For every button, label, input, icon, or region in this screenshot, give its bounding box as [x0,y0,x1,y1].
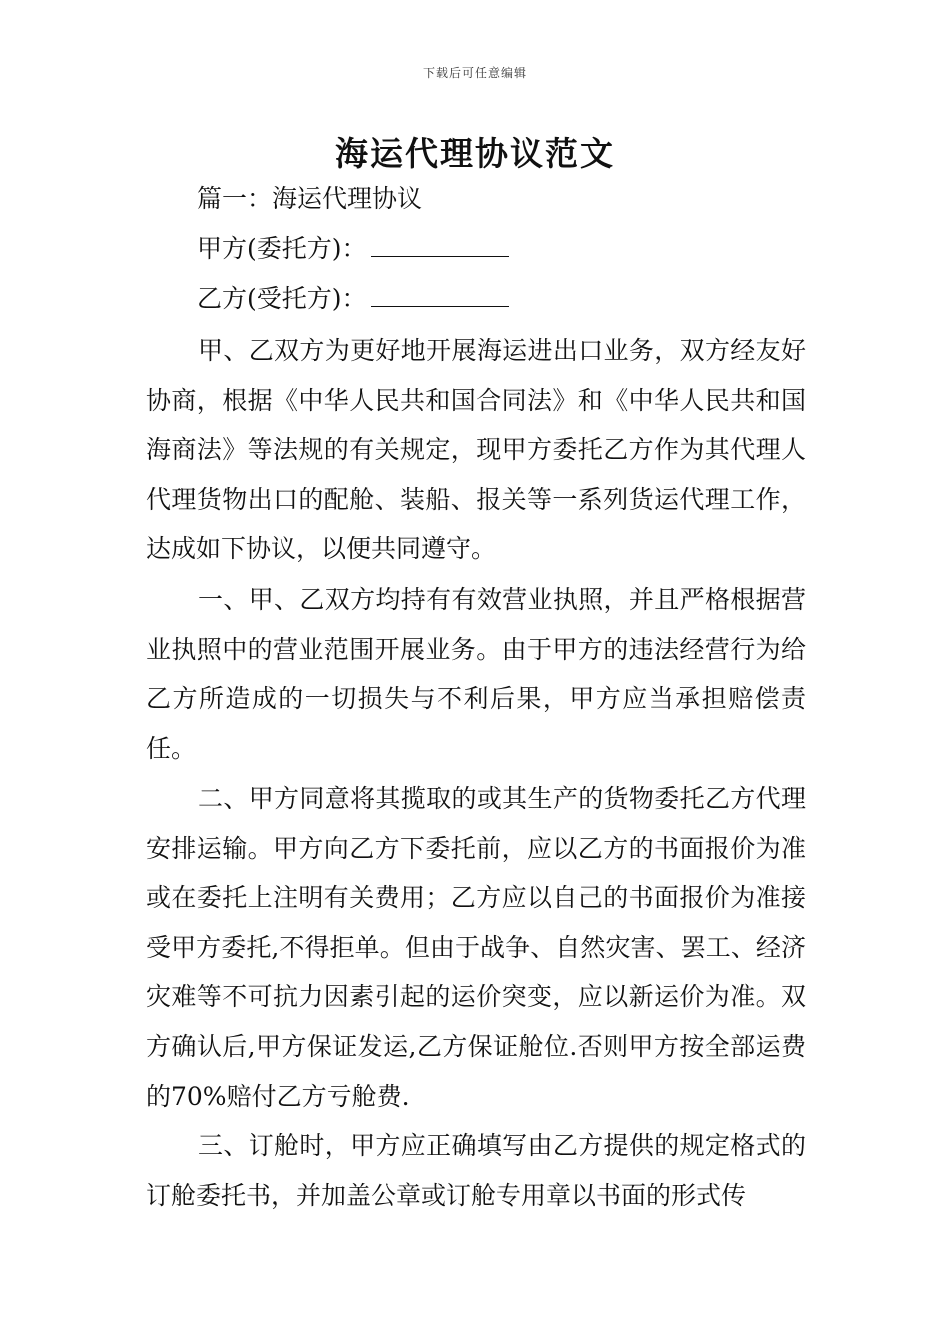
party-b-label: 乙方(受托方)： [197,284,367,313]
party-a-label: 甲方(委托方)： [197,234,367,263]
paragraph-clause-3: 三、订舱时，甲方应正确填写由乙方提供的规定格式的订舱委托书，并加盖公章或订舱专用章以书面的形式传 [146,1131,806,1210]
party-a-blank [371,236,509,257]
section-heading: 篇一：海运代理协议 [197,184,423,213]
paragraph-intro: 甲、乙双方为更好地开展海运进出口业务，双方经友好协商，根据《中华人民共和国合同法》和《中华人民共和国海商法》等法规的有关规定，现甲方委托乙方作为其代理人代理货物出口的配舱、装船、报关等一系列货运代理工作，达成如下协议，以便共同遵守。 [146,336,806,564]
page-header-note: 下载后可任意编辑 [422,66,527,80]
paragraph-clause-1: 一、甲、乙双方均持有有效营业执照，并且严格根据营业执照中的营业范围开展业务。由于甲方的违法经营行为给乙方所造成的一切损失与不利后果，甲方应当承担赔偿责任。 [146,585,806,763]
document-title: 海运代理协议范文 [335,134,615,173]
paragraph-clause-2: 二、甲方同意将其揽取的或其生产的货物委托乙方代理安排运输。甲方向乙方下委托前，应以乙方的书面报价为准或在委托上注明有关费用；乙方应以自己的书面报价为准接受甲方委托,不得拒单。但由于战争、自然灾害、罢工、经济灾难等不可抗力因素引起的运价突变，应以新运价为准。双方确认后,甲方保证发运,乙方保证舱位.否则甲方按全部运费的70%赔付乙方亏舱费. [146,784,806,1111]
party-b-blank [371,286,509,307]
party-a-line [197,234,509,264]
party-b-line [197,284,509,314]
